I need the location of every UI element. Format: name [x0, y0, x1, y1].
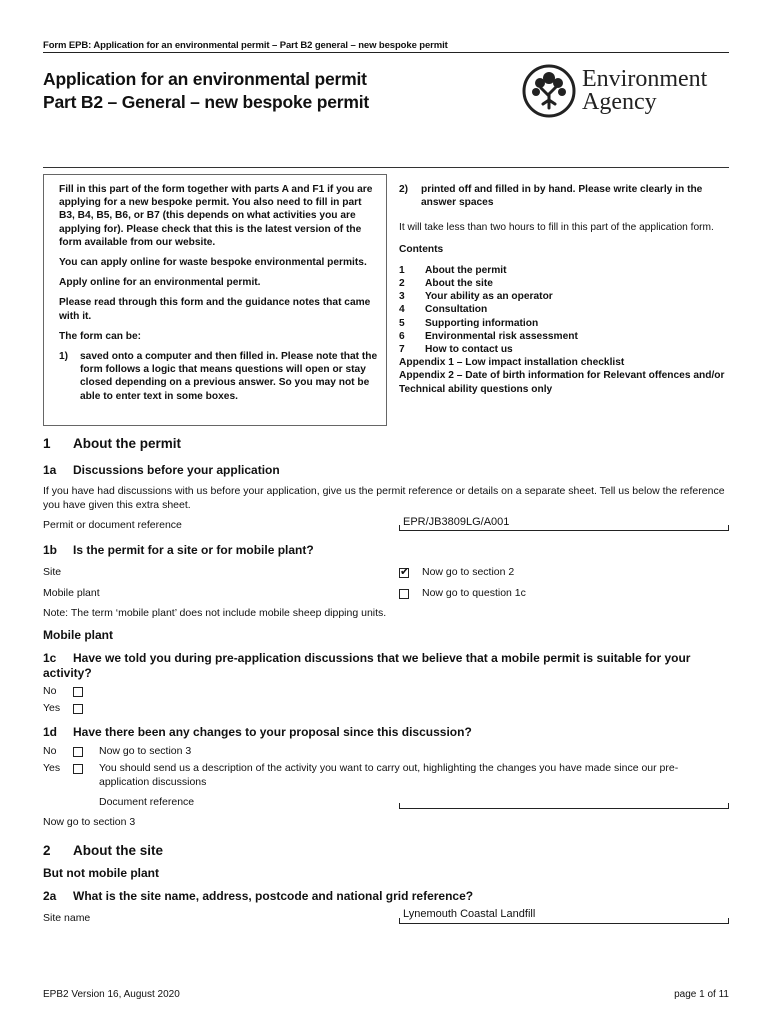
contents-list [399, 264, 729, 356]
permit-reference-label: Permit or document reference [43, 519, 182, 531]
form-option-2: 2) printed off and filled in by hand. Please write clearly in the answer spaces [399, 184, 703, 209]
question-1d-yes-label: Yes [43, 762, 61, 774]
intro-right-column [399, 183, 729, 396]
section-2-subtitle: But not mobile plant [43, 866, 159, 880]
time-note: It will take less than two hours to fill in this part of the application form. [399, 222, 714, 234]
document-reference-label: Document reference [99, 796, 195, 808]
intro-paragraph: Apply online for an environmental permit. [59, 277, 261, 289]
running-header: Form EPB: Application for an environmental permit – Part B2 general – new bespoke permit [43, 40, 448, 51]
question-1d-yes-note: You should send us a description of the activity you want to carry out, highlighting the changes you have made since our pre-application discussions [99, 762, 679, 788]
question-1a-text: If you have had discussions with us before your application, give us the permit reference or details on a separate sheet. Tell us below the reference you have given this extra sheet. [43, 485, 725, 511]
mobile-plant-heading: Mobile plant [43, 628, 113, 642]
contents-item: 3 Your ability as an operator [399, 291, 553, 303]
intro-paragraph: Please read through this form and the guidance notes that came with it. [59, 297, 371, 322]
permit-reference-value: EPR/JB3809LG/A001 [403, 516, 510, 528]
mobile-plant-checkbox[interactable] [399, 589, 409, 599]
title-line-2: Part B2 – General – new bespoke permit [43, 92, 370, 112]
contents-item: 5 Supporting information [399, 317, 539, 329]
header-divider [43, 52, 729, 53]
mobile-plant-option-label: Mobile plant [43, 587, 100, 599]
question-1d-no-note: Now go to section 3 [99, 745, 192, 757]
logo-wordmark: Environment Agency [582, 66, 708, 115]
question-1d-yes-checkbox[interactable] [73, 764, 83, 774]
question-1c-yes-label: Yes [43, 702, 61, 714]
question-1b-heading: 1b Is the permit for a site or for mobile plant? [43, 543, 314, 557]
mobile-plant-option-note: Now go to question 1c [422, 587, 526, 599]
question-1d-no-checkbox[interactable] [73, 747, 83, 757]
question-1a-heading: 1a Discussions before your application [43, 463, 280, 477]
environment-agency-logo [522, 64, 707, 118]
site-name-value: Lynemouth Coastal Landfill [403, 908, 536, 920]
footer-version: EPB2 Version 16, August 2020 [43, 989, 180, 1000]
appendix-1: Appendix 1 – Low impact installation checklist [399, 357, 625, 369]
section-1-heading: 1 About the permit [43, 436, 181, 451]
contents-item: 6 Environmental risk assessment [399, 330, 578, 342]
site-option-note: Now go to section 2 [422, 566, 515, 578]
header-rule [43, 167, 729, 168]
site-checkbox[interactable] [399, 568, 409, 578]
question-1c-no-label: No [43, 685, 57, 697]
intro-paragraph: Fill in this part of the form together with parts A and F1 if you are applying for a new bespoke permit. You also need to fill in part B3, B4, B5, B6, or B7 (this depends on what activities you are applying for). Please check that this is the latest version of the form available from our website. [59, 184, 373, 248]
question-1d-no-label: No [43, 745, 57, 757]
question-2a-heading: 2a What is the site name, address, postcode and national grid reference? [43, 889, 474, 903]
section-2-heading: 2 About the site [43, 843, 163, 858]
site-name-label: Site name [43, 912, 91, 924]
question-1c-no-checkbox[interactable] [73, 687, 83, 697]
question-1c-yes-checkbox[interactable] [73, 704, 83, 714]
mobile-plant-note: Note: The term ‘mobile plant’ does not include mobile sheep dipping units. [43, 607, 387, 619]
page-title [43, 68, 369, 114]
intro-paragraph: The form can be: [59, 330, 142, 342]
document-reference-field[interactable] [399, 794, 729, 809]
intro-paragraph: You can apply online for waste bespoke environmental permits. [59, 257, 367, 269]
form-option-1: 1) saved onto a computer and then filled in. Please note that the form follows a logic that means questions will open or stay closed depending on a previous answer. So you may not be able to enter text in some boxes. [59, 351, 378, 402]
contents-item: 2 About the site [399, 278, 493, 290]
goto-section-3-note: Now go to section 3 [43, 816, 136, 828]
tree-logo-icon [522, 64, 576, 118]
site-option-label: Site [43, 566, 62, 578]
contents-heading: Contents [399, 243, 444, 255]
question-1c-heading: 1c Have we told you during pre-application discussions that we believe that a mobile permit is suitable for your activity? [43, 651, 691, 680]
contents-item: 4 Consultation [399, 304, 488, 316]
question-1d-heading: 1d Have there been any changes to your proposal since this discussion? [43, 725, 472, 739]
contents-item: 1 About the permit [399, 264, 507, 276]
intro-left-column [59, 183, 379, 403]
appendix-2: Appendix 2 – Date of birth information for Relevant offences and/or Technical ability questions only [399, 370, 725, 395]
contents-item: 7 How to contact us [399, 344, 513, 356]
title-line-1: Application for an environmental permit [43, 69, 367, 89]
footer-page-number: page 1 of 11 [674, 989, 729, 1000]
